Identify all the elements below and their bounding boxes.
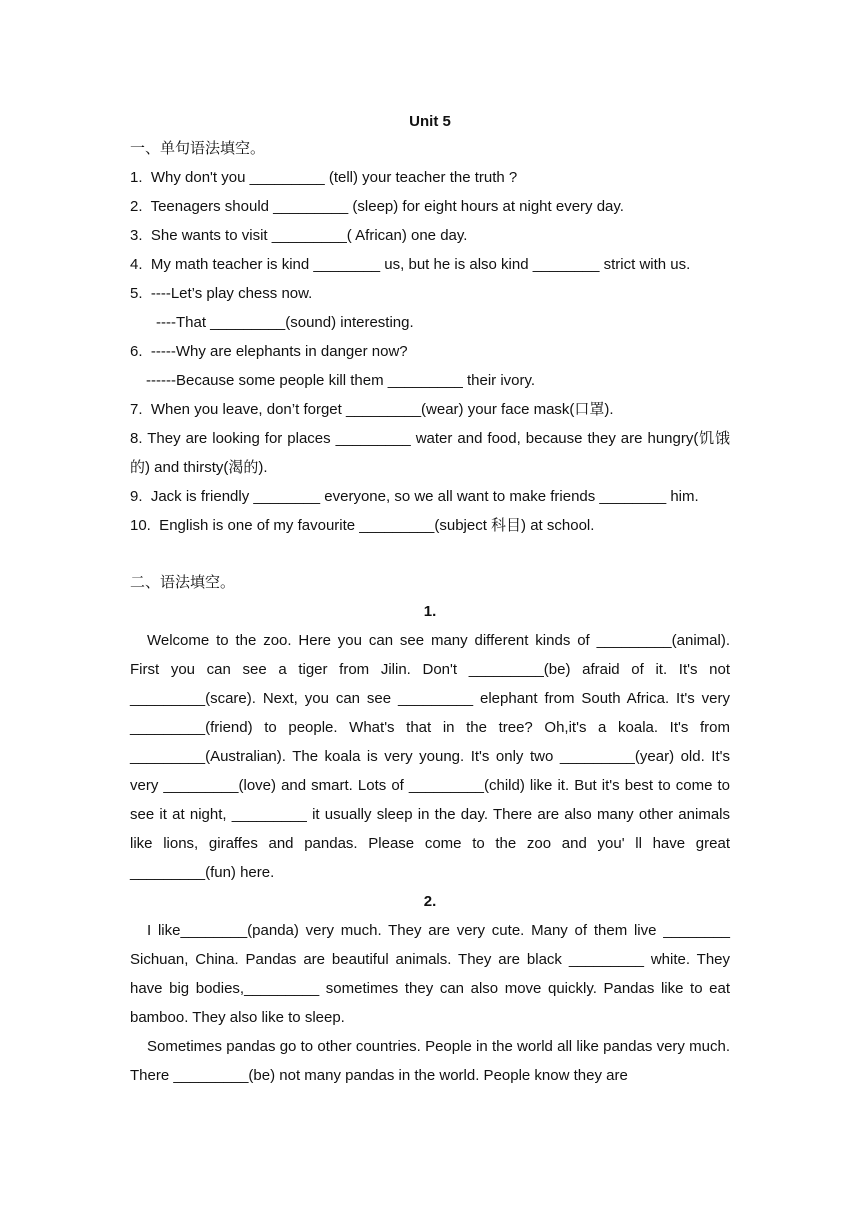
question-6: 6. -----Why are elephants in danger now? — [130, 343, 408, 360]
question-7: 7. When you leave, don’t forget _________(wear) your face mask(口罩). — [130, 401, 614, 418]
question-3: 3. She wants to visit _________( African) one day. — [130, 227, 468, 244]
spacer — [130, 540, 730, 568]
question-8: 8. They are looking for places _________ water and food, because they are hungry(饥饿的) and thirsty(渴的). — [130, 430, 730, 476]
question-9: 9. Jack is friendly ________ everyone, so we all want to make friends ________ him. — [130, 488, 699, 505]
question-10: 10. English is one of my favourite _________(subject 科目) at school. — [130, 517, 595, 534]
question-2: 2. Teenagers should _________ (sleep) for eight hours at night every day. — [130, 198, 624, 215]
passage-2-paragraph-2: Sometimes pandas go to other countries. People in the world all like pandas very much. There _________(be) not many pandas in the world. People know they are — [130, 1038, 730, 1084]
passage-2-number: 2. — [423, 893, 437, 910]
question-1: 1. Why don't you _________ (tell) your teacher the truth ? — [130, 169, 518, 186]
section-2-heading: 二、语法填空。 — [130, 573, 236, 591]
question-5: 5. ----Let’s play chess now. — [130, 285, 313, 302]
passage-2-paragraph-1: I like________(panda) very much. They are very cute. Many of them live ________ Sichuan, China. Pandas are beautiful animals. They are black _________ white. They have big bodies,_________ sometimes they can also move quickly. Pandas like to eat bamboo. They also like to sleep. — [130, 922, 730, 1026]
question-4: 4. My math teacher is kind ________ us, but he is also kind ________ strict with us. — [130, 256, 691, 273]
question-5-response: ----That _________(sound) interesting. — [156, 314, 414, 331]
document-content — [130, 110, 730, 1090]
passage-1-number: 1. — [423, 603, 437, 620]
question-6-response: ------Because some people kill them _________ their ivory. — [146, 372, 536, 389]
passage-1-text: Welcome to the zoo. Here you can see many different kinds of _________(animal). First you can see a tiger from Jilin. Don't _________(be) afraid of it. It's not _________(scare). Next, you can see _________ elephant from South Africa. It's very _________(friend) to people. What's that in the tree? Oh,it's a koala. It's from _________(Australian). The koala is very young. It's only two _________(year) old. It's very _________(love) and smart. Lots of _________(child) like it. But it's best to come to see it at night, _________ it usually sleep in the day. There are also many other animals like lions, giraffes and pandas. Please come to the zoo and you' ll have great _________(fun) here. — [130, 632, 730, 881]
section-1-heading: 一、单句语法填空。 — [130, 139, 266, 157]
page-title: Unit 5 — [409, 113, 451, 130]
